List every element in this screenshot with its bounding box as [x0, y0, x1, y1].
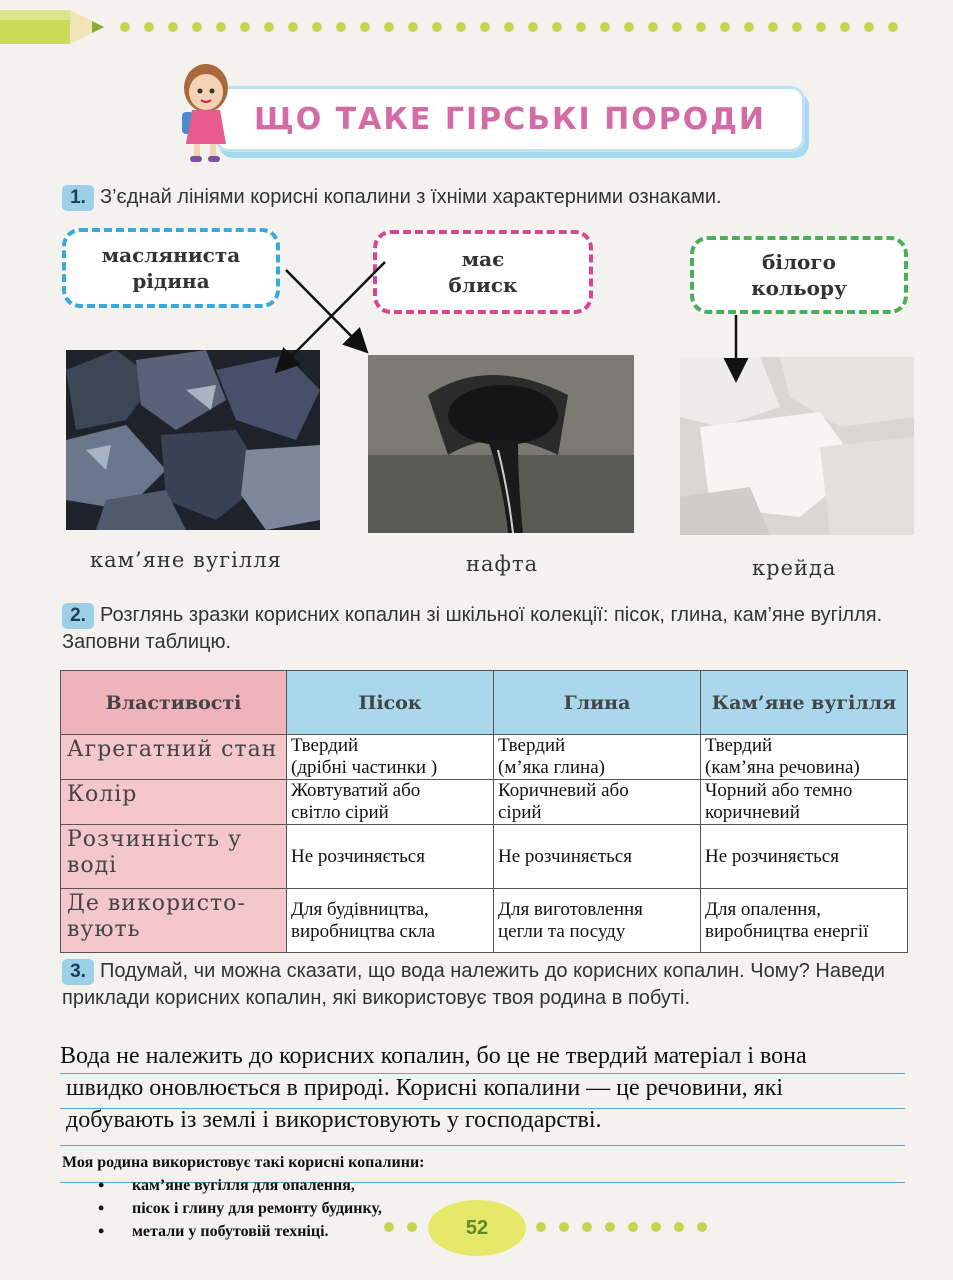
caption-oil: нафта — [466, 552, 539, 576]
feature-box-shine[interactable]: має блиск — [373, 230, 593, 314]
table-cell-input[interactable]: Для будівництва, виробництва скла — [287, 889, 494, 953]
table-header-row — [61, 671, 908, 735]
table-cell-input[interactable]: Твердий (м’яка глина) — [494, 735, 701, 780]
task-1 — [62, 184, 912, 211]
table-row — [61, 889, 908, 953]
table-cell-input[interactable]: Твердий (кам’яна речовина) — [701, 735, 908, 780]
table-row — [61, 735, 908, 780]
caption-chalk: крейда — [752, 556, 837, 580]
task-2-text: Розглянь зразки корисних копалин зі шкільної колекції: пісок, глина, кам’яне вугілля. Заповни таблицю. — [62, 604, 883, 653]
table-cell-input[interactable]: Жовтуватий або світло сірий — [287, 780, 494, 825]
table-cell-input[interactable]: Твердий (дрібні частинки ) — [287, 735, 494, 780]
task-3-text: Подумай, чи можна сказати, що вода належить до корисних копалин. Чому? Наведи приклади корисних копалин, які використовує твоя родина в побуті. — [62, 960, 885, 1009]
header-sand: Пісок — [287, 671, 494, 735]
table-cell-input[interactable]: Не розчиняється — [287, 825, 494, 889]
page-number: 52 — [428, 1200, 526, 1256]
family-list — [62, 1174, 662, 1243]
task-2 — [62, 602, 910, 656]
table-cell-input[interactable]: Не розчиняється — [494, 825, 701, 889]
table-row — [61, 825, 908, 889]
coal-photo — [66, 350, 320, 530]
title-banner — [215, 86, 805, 152]
task-3 — [62, 958, 910, 1012]
feature-box-oily-liquid[interactable]: масляниста рідина — [62, 228, 280, 308]
table-row — [61, 780, 908, 825]
list-item: • метали у побутовій техніці. — [62, 1220, 662, 1243]
top-dot-border — [120, 22, 898, 32]
header-coal: Кам’яне вугілля — [701, 671, 908, 735]
family-heading: Моя родина використовує такі корисні копалини: — [62, 1154, 425, 1171]
row-label: Розчинність у воді — [61, 825, 287, 889]
header-properties: Властивості — [61, 671, 287, 735]
list-item: • кам’яне вугілля для опалення, — [62, 1174, 662, 1197]
row-label: Агрегатний стан — [61, 735, 287, 780]
bottom-dot-border-right — [536, 1222, 707, 1232]
chalk-photo — [680, 357, 914, 535]
list-item: • пісок і глину для ремонту будинку, — [62, 1197, 662, 1220]
oil-photo — [368, 355, 634, 533]
pencil-icon — [0, 6, 110, 48]
answer-line-1: Вода не належить до корисних копалин, бо це не твердий матеріал і вона — [60, 1043, 807, 1069]
page-title: ЩО ТАКЕ ГІРСЬКІ ПОРОДИ — [253, 101, 767, 137]
header-clay: Глина — [494, 671, 701, 735]
answer-rule — [60, 1145, 905, 1146]
answer-line-3: добувають із землі і використовують у господарстві. — [66, 1107, 602, 1133]
task-1-text: З’єднай лініями корисні копалини з їхніми характерними ознаками. — [100, 186, 722, 208]
girl-illustration-icon — [170, 58, 240, 168]
task-1-number: 1. — [62, 185, 94, 211]
task-3-number: 3. — [62, 959, 94, 985]
table-cell-input[interactable]: Коричневий або сірий — [494, 780, 701, 825]
row-label: Де використо-вують — [61, 889, 287, 953]
table-cell-input[interactable]: Для опалення, виробництва енергії — [701, 889, 908, 953]
table-cell-input[interactable]: Чорний або темно коричневий — [701, 780, 908, 825]
caption-coal: кам’яне вугілля — [90, 548, 282, 572]
feature-box-white[interactable]: білого кольору — [690, 236, 908, 314]
table-cell-input[interactable]: Не розчиняється — [701, 825, 908, 889]
answer-text[interactable] — [60, 1040, 910, 1136]
table-cell-input[interactable]: Для виготовлення цегли та посуду — [494, 889, 701, 953]
properties-table — [60, 670, 908, 953]
answer-line-2: швидко оновлюється в природі. Корисні копалини — це речовини, які — [66, 1075, 784, 1101]
task-2-number: 2. — [62, 603, 94, 629]
row-label: Колір — [61, 780, 287, 825]
